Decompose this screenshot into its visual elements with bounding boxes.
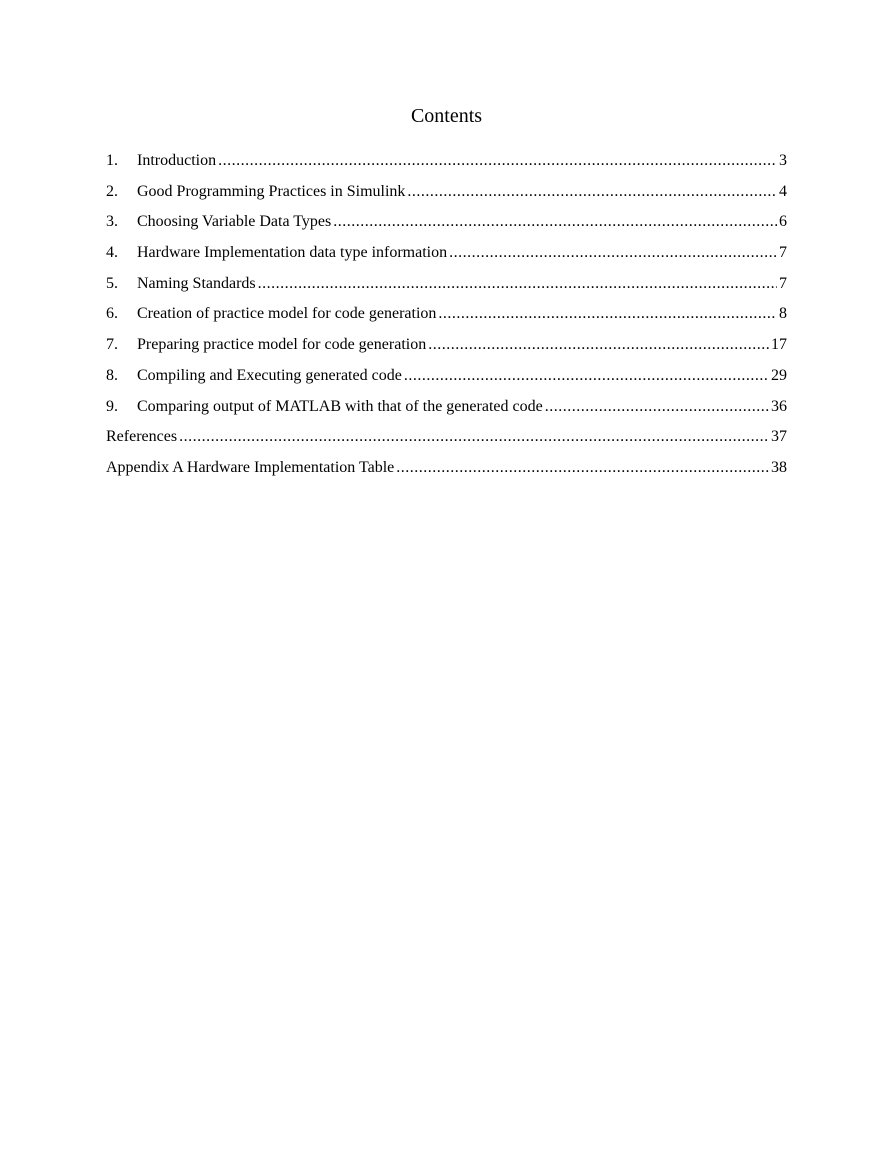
- toc-entry-number: 7.: [106, 336, 118, 354]
- toc-dot-leader: [258, 274, 777, 294]
- toc-entry-title: Compiling and Executing generated code: [137, 366, 402, 384]
- toc-entry-title: Comparing output of MATLAB with that of the generated code: [137, 397, 543, 415]
- toc-entry-preparing-practice-model[interactable]: [106, 335, 787, 366]
- toc-entry-compiling-and-executing[interactable]: [106, 366, 787, 397]
- toc-dot-leader: [428, 335, 769, 355]
- toc-entry-naming-standards[interactable]: [106, 274, 787, 305]
- toc-dot-leader: [404, 366, 769, 386]
- toc-entry-page: 3: [779, 152, 787, 169]
- toc-entry-references[interactable]: [106, 427, 787, 458]
- toc-entry-title: Hardware Implementation data type information: [137, 244, 448, 262]
- toc-entry-title: Creation of practice model for code generation: [137, 305, 437, 323]
- toc-entry-number: 3.: [106, 213, 118, 231]
- toc-dot-leader: [179, 427, 769, 447]
- toc-entry-page: 7: [779, 274, 787, 292]
- toc-entry-page: 6: [779, 213, 787, 231]
- toc-entry-page: 37: [771, 428, 787, 446]
- toc-entry-good-programming-practices[interactable]: [106, 182, 787, 213]
- toc-entry-number: 4.: [106, 244, 118, 262]
- toc-entry-introduction[interactable]: [106, 151, 787, 182]
- toc-dot-leader: [407, 182, 777, 202]
- toc-entry-page: 4: [779, 182, 787, 200]
- toc-entry-comparing-output[interactable]: [106, 397, 787, 428]
- toc-entry-title: Preparing practice model for code generation: [137, 336, 427, 354]
- toc-entry-page: 17: [771, 336, 787, 354]
- toc-dot-leader: [218, 151, 777, 171]
- toc-entry-page: 8: [779, 305, 787, 323]
- toc-dot-leader: [449, 243, 777, 263]
- toc-entry-number: 6.: [106, 305, 118, 323]
- toc-dot-leader: [396, 458, 769, 478]
- toc-entry-title: Choosing Variable Data Types: [137, 213, 332, 231]
- toc-entry-number: 2.: [106, 182, 118, 200]
- toc-dot-leader: [438, 304, 777, 324]
- toc-entry-title: Introduction: [137, 152, 217, 169]
- toc-entry-title: Good Programming Practices in Simulink: [137, 182, 406, 200]
- toc-entry-appendix-a[interactable]: [106, 458, 787, 489]
- toc-entry-hardware-implementation[interactable]: [106, 243, 787, 274]
- toc-dot-leader: [333, 212, 777, 232]
- toc-title: Contents: [410, 105, 483, 127]
- toc-entry-creation-of-practice-model[interactable]: [106, 304, 787, 335]
- toc-entry-title: Appendix A Hardware Implementation Table: [106, 458, 395, 476]
- toc-entry-title: References: [106, 428, 178, 446]
- toc-entry-number: 8.: [106, 366, 118, 384]
- toc-entry-number: 1.: [106, 152, 118, 169]
- toc-entry-page: 38: [771, 458, 787, 476]
- toc-entry-page: 7: [779, 244, 787, 262]
- toc-entry-title: Naming Standards: [137, 274, 256, 292]
- toc-dot-leader: [545, 397, 769, 417]
- toc-entry-page: 29: [771, 366, 787, 384]
- toc-entry-number: 9.: [106, 397, 118, 415]
- table-of-contents: [106, 151, 787, 489]
- toc-entry-page: 36: [771, 397, 787, 415]
- toc-entry-number: 5.: [106, 274, 118, 292]
- toc-entry-choosing-variable-data-types[interactable]: [106, 212, 787, 243]
